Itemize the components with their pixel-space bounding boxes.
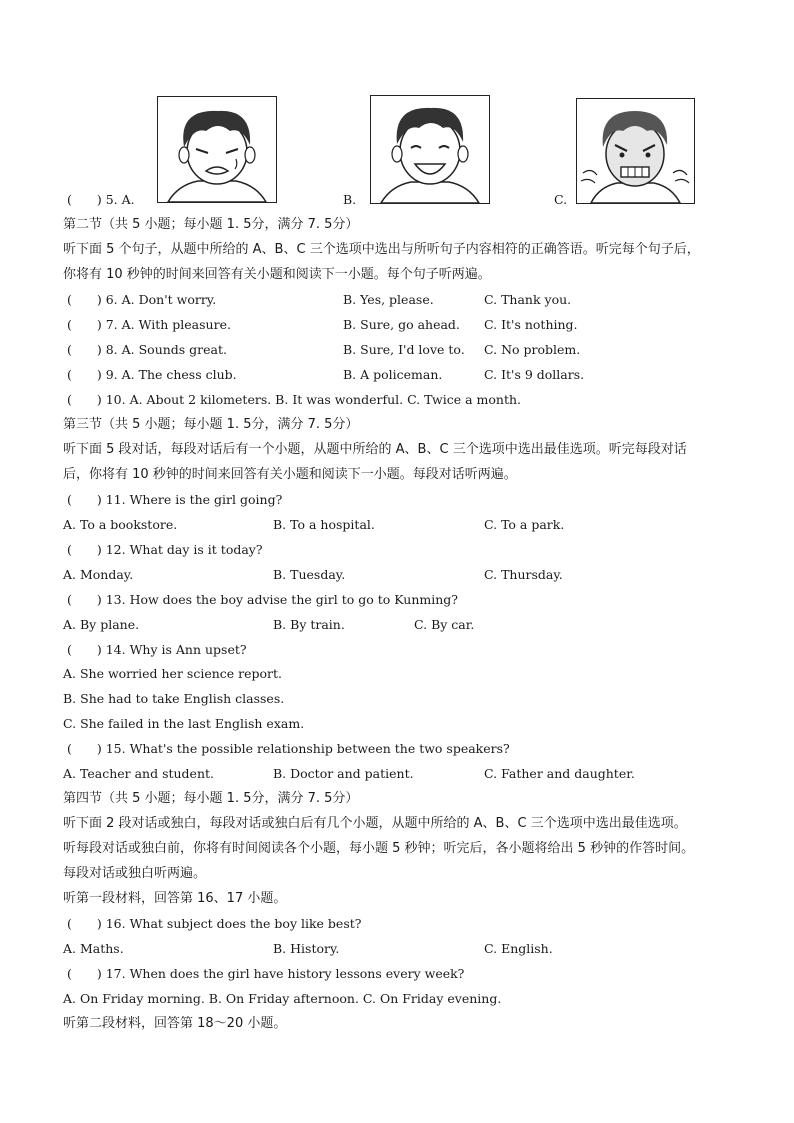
crying-boy-icon bbox=[158, 97, 276, 202]
q5-picture-b bbox=[370, 95, 490, 204]
section3-heading: 第三节（共 5 小题；每小题 1. 5分，满分 7. 5分） bbox=[63, 417, 359, 432]
q11-option-c: C. To a park. bbox=[484, 517, 565, 532]
q17-stem: ( ) 17. When does the girl have history lessons every week? bbox=[67, 966, 465, 981]
q13-option-c: C. By car. bbox=[414, 617, 475, 632]
section2-heading: 第二节（共 5 小题；每小题 1. 5分，满分 7. 5分） bbox=[63, 217, 359, 232]
q16-option-b: B. History. bbox=[273, 941, 340, 956]
section3-instructions-cont: 后，你将有 10 秒钟的时间来回答有关小题和阅读下一小题。每段对话听两遍。 bbox=[63, 467, 517, 482]
q8-stem: ( ) 8. A. Sounds great. bbox=[67, 342, 228, 357]
q12-stem: ( ) 12. What day is it today? bbox=[67, 542, 263, 557]
q5-label-c: C. bbox=[554, 192, 568, 207]
q16-option-a: A. Maths. bbox=[63, 941, 124, 956]
q13-stem: ( ) 13. How does the boy advise the girl to go to Kunming? bbox=[67, 592, 459, 607]
q10-line: ( ) 10. A. About 2 kilometers. B. It was wonderful. C. Twice a month. bbox=[67, 392, 521, 407]
section4-instructions-end: 每段对话或独白听两遍。 bbox=[63, 866, 207, 881]
q9-stem: ( ) 9. A. The chess club. bbox=[67, 367, 237, 382]
q11-stem: ( ) 11. Where is the girl going? bbox=[67, 492, 283, 507]
q15-stem: ( ) 15. What's the possible relationship between the two speakers? bbox=[67, 741, 510, 756]
q6-option-c: C. Thank you. bbox=[484, 292, 572, 307]
laughing-boy-icon bbox=[371, 96, 489, 203]
q5-stem: ( ) 5. A. bbox=[67, 192, 135, 207]
q8-option-c: C. No problem. bbox=[484, 342, 581, 357]
q14-option-c: C. She failed in the last English exam. bbox=[63, 716, 305, 731]
part2-title: 听第二段材料，回答第 18～20 小题。 bbox=[63, 1016, 287, 1031]
q12-option-b: B. Tuesday. bbox=[273, 567, 346, 582]
q16-option-c: C. English. bbox=[484, 941, 553, 956]
q17-options: A. On Friday morning. B. On Friday afternoon. C. On Friday evening. bbox=[63, 991, 502, 1006]
q15-option-b: B. Doctor and patient. bbox=[273, 766, 414, 781]
section2-instructions-cont: 你将有 10 秒钟的时间来回答有关小题和阅读下一小题。每个句子听两遍。 bbox=[63, 267, 491, 282]
q14-option-b: B. She had to take English classes. bbox=[63, 691, 285, 706]
q14-option-a: A. She worried her science report. bbox=[63, 666, 283, 681]
part1-title: 听第一段材料，回答第 16、17 小题。 bbox=[63, 891, 287, 906]
q5-picture-a bbox=[157, 96, 277, 203]
section4-heading: 第四节（共 5 小题；每小题 1. 5分，满分 7. 5分） bbox=[63, 791, 359, 806]
section4-instructions: 听下面 2 段对话或独白，每段对话或独白后有几个小题，从题中所给的 A、B、C 三个选项中选出最佳选项。 bbox=[63, 816, 687, 831]
q12-option-a: A. Monday. bbox=[63, 567, 134, 582]
q7-option-b: B. Sure, go ahead. bbox=[343, 317, 460, 332]
section3-instructions: 听下面 5 段对话，每段对话后有一个小题，从题中所给的 A、B、C 三个选项中选出最佳选项。听完每段对话 bbox=[63, 442, 687, 457]
q7-option-c: C. It's nothing. bbox=[484, 317, 578, 332]
q15-option-c: C. Father and daughter. bbox=[484, 766, 635, 781]
q9-option-c: C. It's 9 dollars. bbox=[484, 367, 585, 382]
q11-option-b: B. To a hospital. bbox=[273, 517, 375, 532]
q5-picture-c bbox=[576, 98, 695, 204]
q6-stem: ( ) 6. A. Don't worry. bbox=[67, 292, 217, 307]
q15-option-a: A. Teacher and student. bbox=[63, 766, 215, 781]
q12-option-c: C. Thursday. bbox=[484, 567, 563, 582]
angry-boy-icon bbox=[577, 99, 694, 203]
q8-option-b: B. Sure, I'd love to. bbox=[343, 342, 465, 357]
q7-stem: ( ) 7. A. With pleasure. bbox=[67, 317, 231, 332]
q13-option-b: B. By train. bbox=[273, 617, 345, 632]
q11-option-a: A. To a bookstore. bbox=[63, 517, 178, 532]
section4-instructions-cont: 听每段对话或独白前，你将有时间阅读各个小题，每小题 5 秒钟；听完后，各小题将给出 5 秒钟的作答时间。 bbox=[63, 841, 695, 856]
q13-option-a: A. By plane. bbox=[63, 617, 140, 632]
section2-instructions: 听下面 5 个句子，从题中所给的 A、B、C 三个选项中选出与所听句子内容相符的正确答语。听完每个句子后， bbox=[63, 242, 700, 257]
q9-option-b: B. A policeman. bbox=[343, 367, 443, 382]
q5-label-b: B. bbox=[343, 192, 357, 207]
q16-stem: ( ) 16. What subject does the boy like best? bbox=[67, 916, 362, 931]
q6-option-b: B. Yes, please. bbox=[343, 292, 434, 307]
q14-stem: ( ) 14. Why is Ann upset? bbox=[67, 642, 247, 657]
